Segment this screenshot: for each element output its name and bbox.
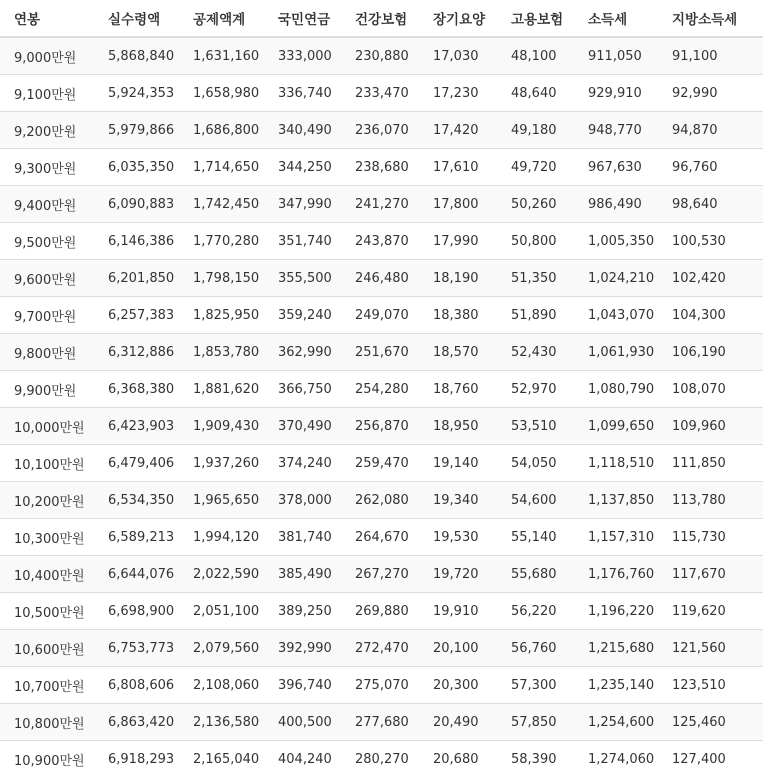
amount-cell: 49,180 (497, 112, 574, 149)
amount-cell: 18,380 (419, 297, 497, 334)
column-header: 연봉 (0, 0, 94, 37)
amount-cell: 96,760 (658, 149, 763, 186)
amount-cell: 108,070 (658, 371, 763, 408)
amount-cell: 929,910 (574, 75, 658, 112)
table-row (0, 371, 763, 408)
amount-cell: 55,680 (497, 556, 574, 593)
amount-cell: 1,881,620 (179, 371, 264, 408)
amount-cell: 18,760 (419, 371, 497, 408)
amount-cell: 1,061,930 (574, 334, 658, 371)
amount-cell: 1,024,210 (574, 260, 658, 297)
salary-cell: 10,300만원 (0, 519, 94, 556)
amount-cell: 52,430 (497, 334, 574, 371)
salary-cell: 10,000만원 (0, 408, 94, 445)
amount-cell: 986,490 (574, 186, 658, 223)
amount-cell: 109,960 (658, 408, 763, 445)
amount-cell: 967,630 (574, 149, 658, 186)
amount-cell: 1,157,310 (574, 519, 658, 556)
salary-cell: 10,400만원 (0, 556, 94, 593)
amount-cell: 362,990 (264, 334, 341, 371)
amount-cell: 1,176,760 (574, 556, 658, 593)
amount-cell: 56,220 (497, 593, 574, 630)
amount-cell: 20,680 (419, 741, 497, 778)
amount-cell: 259,470 (341, 445, 419, 482)
amount-cell: 17,420 (419, 112, 497, 149)
amount-cell: 1,137,850 (574, 482, 658, 519)
amount-cell: 264,670 (341, 519, 419, 556)
amount-cell: 6,479,406 (94, 445, 179, 482)
amount-cell: 6,090,883 (94, 186, 179, 223)
table-row (0, 75, 763, 112)
salary-cell: 9,400만원 (0, 186, 94, 223)
amount-cell: 948,770 (574, 112, 658, 149)
amount-cell: 243,870 (341, 223, 419, 260)
amount-cell: 392,990 (264, 630, 341, 667)
amount-cell: 351,740 (264, 223, 341, 260)
amount-cell: 17,030 (419, 37, 497, 75)
amount-cell: 20,490 (419, 704, 497, 741)
amount-cell: 91,100 (658, 37, 763, 75)
amount-cell: 911,050 (574, 37, 658, 75)
amount-cell: 262,080 (341, 482, 419, 519)
salary-cell: 9,500만원 (0, 223, 94, 260)
amount-cell: 94,870 (658, 112, 763, 149)
amount-cell: 56,760 (497, 630, 574, 667)
amount-cell: 17,230 (419, 75, 497, 112)
amount-cell: 359,240 (264, 297, 341, 334)
salary-cell: 10,500만원 (0, 593, 94, 630)
header-row (0, 0, 763, 37)
amount-cell: 113,780 (658, 482, 763, 519)
salary-cell: 9,600만원 (0, 260, 94, 297)
salary-cell: 9,900만원 (0, 371, 94, 408)
amount-cell: 2,136,580 (179, 704, 264, 741)
amount-cell: 6,035,350 (94, 149, 179, 186)
amount-cell: 57,300 (497, 667, 574, 704)
amount-cell: 6,808,606 (94, 667, 179, 704)
amount-cell: 1,714,650 (179, 149, 264, 186)
table-row (0, 297, 763, 334)
amount-cell: 6,863,420 (94, 704, 179, 741)
amount-cell: 277,680 (341, 704, 419, 741)
amount-cell: 17,800 (419, 186, 497, 223)
amount-cell: 51,350 (497, 260, 574, 297)
amount-cell: 18,950 (419, 408, 497, 445)
amount-cell: 119,620 (658, 593, 763, 630)
amount-cell: 102,420 (658, 260, 763, 297)
amount-cell: 6,534,350 (94, 482, 179, 519)
amount-cell: 6,918,293 (94, 741, 179, 778)
amount-cell: 269,880 (341, 593, 419, 630)
amount-cell: 123,510 (658, 667, 763, 704)
amount-cell: 53,510 (497, 408, 574, 445)
column-header: 지방소득세 (658, 0, 763, 37)
table-row (0, 260, 763, 297)
amount-cell: 233,470 (341, 75, 419, 112)
salary-cell: 9,300만원 (0, 149, 94, 186)
amount-cell: 1,005,350 (574, 223, 658, 260)
table-row (0, 482, 763, 519)
amount-cell: 6,146,386 (94, 223, 179, 260)
table-row (0, 704, 763, 741)
amount-cell: 355,500 (264, 260, 341, 297)
column-header: 장기요양 (419, 0, 497, 37)
column-header: 국민연금 (264, 0, 341, 37)
amount-cell: 115,730 (658, 519, 763, 556)
amount-cell: 246,480 (341, 260, 419, 297)
amount-cell: 344,250 (264, 149, 341, 186)
table-row (0, 223, 763, 260)
amount-cell: 1,825,950 (179, 297, 264, 334)
amount-cell: 1,937,260 (179, 445, 264, 482)
table-row (0, 186, 763, 223)
amount-cell: 19,340 (419, 482, 497, 519)
table-row (0, 112, 763, 149)
amount-cell: 6,201,850 (94, 260, 179, 297)
amount-cell: 48,640 (497, 75, 574, 112)
table-row (0, 149, 763, 186)
amount-cell: 51,890 (497, 297, 574, 334)
amount-cell: 54,050 (497, 445, 574, 482)
amount-cell: 19,910 (419, 593, 497, 630)
amount-cell: 111,850 (658, 445, 763, 482)
amount-cell: 18,190 (419, 260, 497, 297)
amount-cell: 52,970 (497, 371, 574, 408)
table-row (0, 334, 763, 371)
table-row (0, 630, 763, 667)
amount-cell: 230,880 (341, 37, 419, 75)
amount-cell: 2,108,060 (179, 667, 264, 704)
amount-cell: 2,165,040 (179, 741, 264, 778)
amount-cell: 333,000 (264, 37, 341, 75)
amount-cell: 19,140 (419, 445, 497, 482)
table-body (0, 37, 763, 777)
amount-cell: 100,530 (658, 223, 763, 260)
amount-cell: 366,750 (264, 371, 341, 408)
amount-cell: 18,570 (419, 334, 497, 371)
amount-cell: 385,490 (264, 556, 341, 593)
amount-cell: 1,853,780 (179, 334, 264, 371)
amount-cell: 1,742,450 (179, 186, 264, 223)
amount-cell: 370,490 (264, 408, 341, 445)
amount-cell: 57,850 (497, 704, 574, 741)
amount-cell: 1,235,140 (574, 667, 658, 704)
column-header: 건강보험 (341, 0, 419, 37)
amount-cell: 1,254,600 (574, 704, 658, 741)
amount-cell: 400,500 (264, 704, 341, 741)
table-header (0, 0, 763, 37)
column-header: 공제액계 (179, 0, 264, 37)
amount-cell: 1,080,790 (574, 371, 658, 408)
amount-cell: 267,270 (341, 556, 419, 593)
amount-cell: 254,280 (341, 371, 419, 408)
amount-cell: 241,270 (341, 186, 419, 223)
amount-cell: 381,740 (264, 519, 341, 556)
salary-cell: 10,600만원 (0, 630, 94, 667)
amount-cell: 1,099,650 (574, 408, 658, 445)
salary-cell: 10,900만원 (0, 741, 94, 778)
amount-cell: 1,909,430 (179, 408, 264, 445)
amount-cell: 347,990 (264, 186, 341, 223)
amount-cell: 92,990 (658, 75, 763, 112)
amount-cell: 1,215,680 (574, 630, 658, 667)
amount-cell: 2,022,590 (179, 556, 264, 593)
amount-cell: 6,312,886 (94, 334, 179, 371)
amount-cell: 48,100 (497, 37, 574, 75)
column-header: 고용보험 (497, 0, 574, 37)
amount-cell: 280,270 (341, 741, 419, 778)
table-row (0, 593, 763, 630)
amount-cell: 117,670 (658, 556, 763, 593)
amount-cell: 2,051,100 (179, 593, 264, 630)
amount-cell: 98,640 (658, 186, 763, 223)
amount-cell: 50,260 (497, 186, 574, 223)
amount-cell: 19,530 (419, 519, 497, 556)
table-row (0, 556, 763, 593)
amount-cell: 6,644,076 (94, 556, 179, 593)
amount-cell: 17,990 (419, 223, 497, 260)
amount-cell: 50,800 (497, 223, 574, 260)
amount-cell: 1,118,510 (574, 445, 658, 482)
amount-cell: 236,070 (341, 112, 419, 149)
amount-cell: 6,368,380 (94, 371, 179, 408)
amount-cell: 6,257,383 (94, 297, 179, 334)
amount-cell: 58,390 (497, 741, 574, 778)
amount-cell: 238,680 (341, 149, 419, 186)
amount-cell: 389,250 (264, 593, 341, 630)
amount-cell: 121,560 (658, 630, 763, 667)
amount-cell: 378,000 (264, 482, 341, 519)
amount-cell: 1,658,980 (179, 75, 264, 112)
table-row (0, 37, 763, 75)
amount-cell: 1,631,160 (179, 37, 264, 75)
table-row (0, 667, 763, 704)
column-header: 소득세 (574, 0, 658, 37)
amount-cell: 1,043,070 (574, 297, 658, 334)
amount-cell: 6,753,773 (94, 630, 179, 667)
table-row (0, 445, 763, 482)
amount-cell: 17,610 (419, 149, 497, 186)
amount-cell: 106,190 (658, 334, 763, 371)
amount-cell: 404,240 (264, 741, 341, 778)
amount-cell: 127,400 (658, 741, 763, 778)
amount-cell: 49,720 (497, 149, 574, 186)
table-row (0, 408, 763, 445)
table-row (0, 519, 763, 556)
amount-cell: 336,740 (264, 75, 341, 112)
amount-cell: 1,994,120 (179, 519, 264, 556)
table-row (0, 741, 763, 778)
amount-cell: 19,720 (419, 556, 497, 593)
amount-cell: 1,770,280 (179, 223, 264, 260)
amount-cell: 1,965,650 (179, 482, 264, 519)
salary-cell: 9,800만원 (0, 334, 94, 371)
salary-cell: 10,100만원 (0, 445, 94, 482)
amount-cell: 340,490 (264, 112, 341, 149)
amount-cell: 396,740 (264, 667, 341, 704)
amount-cell: 6,589,213 (94, 519, 179, 556)
salary-cell: 9,000만원 (0, 37, 94, 75)
amount-cell: 5,868,840 (94, 37, 179, 75)
amount-cell: 249,070 (341, 297, 419, 334)
amount-cell: 272,470 (341, 630, 419, 667)
column-header: 실수령액 (94, 0, 179, 37)
amount-cell: 5,979,866 (94, 112, 179, 149)
amount-cell: 5,924,353 (94, 75, 179, 112)
amount-cell: 1,686,800 (179, 112, 264, 149)
salary-cell: 10,800만원 (0, 704, 94, 741)
salary-cell: 9,200만원 (0, 112, 94, 149)
amount-cell: 6,698,900 (94, 593, 179, 630)
amount-cell: 2,079,560 (179, 630, 264, 667)
amount-cell: 374,240 (264, 445, 341, 482)
amount-cell: 6,423,903 (94, 408, 179, 445)
amount-cell: 1,196,220 (574, 593, 658, 630)
amount-cell: 275,070 (341, 667, 419, 704)
amount-cell: 20,100 (419, 630, 497, 667)
amount-cell: 1,798,150 (179, 260, 264, 297)
salary-cell: 9,100만원 (0, 75, 94, 112)
amount-cell: 251,670 (341, 334, 419, 371)
amount-cell: 125,460 (658, 704, 763, 741)
salary-cell: 9,700만원 (0, 297, 94, 334)
amount-cell: 55,140 (497, 519, 574, 556)
amount-cell: 256,870 (341, 408, 419, 445)
salary-cell: 10,700만원 (0, 667, 94, 704)
amount-cell: 54,600 (497, 482, 574, 519)
amount-cell: 104,300 (658, 297, 763, 334)
salary-cell: 10,200만원 (0, 482, 94, 519)
amount-cell: 1,274,060 (574, 741, 658, 778)
amount-cell: 20,300 (419, 667, 497, 704)
